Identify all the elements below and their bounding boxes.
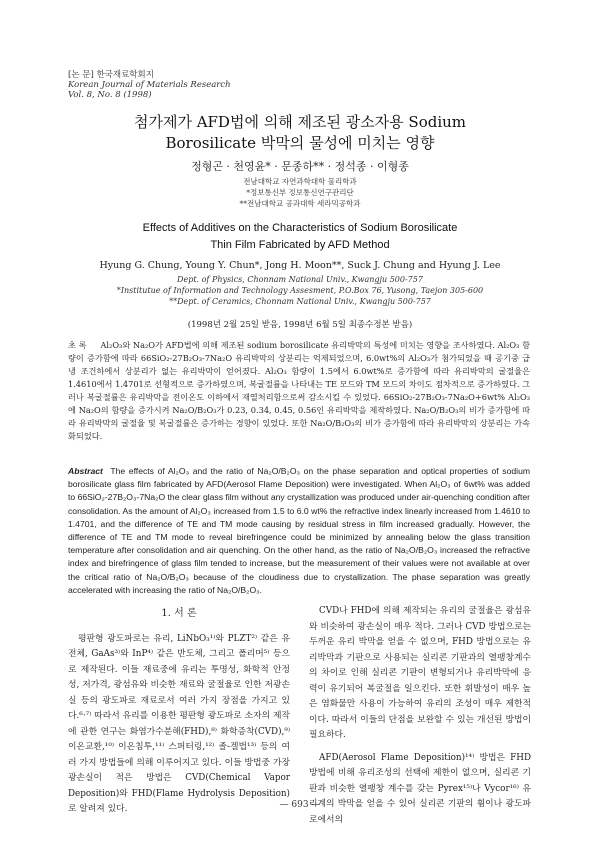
authors-korean: 정형곤 · 천영윤* · 문종하** · 정석종 · 이형종 xyxy=(191,160,409,173)
column-right xyxy=(309,604,531,828)
title-english-line1: Effects of Additives on the Characteristics of Sodium Borosilicate xyxy=(142,222,458,234)
affiliation-korean-3: **전남대학교 공과대학 세라믹공학과 xyxy=(239,199,361,208)
abstract-english xyxy=(68,465,530,597)
section-heading-introduction: 1. 서 론 xyxy=(161,608,197,619)
body-paragraph-2: CVD나 FHD에 의해 제작되는 유리의 굴절율은 광섬유와 비슷하여 광손실이 매우 적다. 그러나 CVD 방법으로는 두꺼운 유리 박막을 얻을 수 없으며, FHD 방법으로는 유리박막과 기판으로 사용되는 실리콘 기판과의 열팽창계수의 차이로 인해 실리콘 기판이 변형되거나 유리박막에 응력이 유기되어 복굴절을 일으킨다. 또한 휘발성이 매우 높은 염화물만 사용이 가능하여 유리의 조성이 매우 제한적이다. 따라서 이들의 단점을 보완할 수 있는 개선된 방법이 필요하다. xyxy=(309,606,531,740)
received-dates: (1998년 2월 25일 받음, 1998년 6월 5일 최종수정본 받음) xyxy=(187,320,413,330)
title-korean-line1: 첨가제가 AFD법에 의해 제조된 광소자용 Sodium xyxy=(133,113,467,131)
title-korean-line2: Borosilicate 박막의 물성에 미치는 영향 xyxy=(165,134,435,152)
title-korean xyxy=(0,112,600,154)
body-paragraph-3: AFD(Aerosol Flame Deposition)¹⁴⁾ 방법은 FHD 방법에 비해 유리조성의 선택에 제한이 없으며, 실리콘 기판과 비슷한 열팽창 계수를 갖는 Pyrex¹⁵⁾나 Vycor¹⁶⁾ 유리계의 박막을 얻을 수 있어 실리콘 기판의 휨이나 광도파로에서의 xyxy=(309,752,531,825)
affiliation-korean-1: 전남대학교 자연과학대학 물리학과 xyxy=(243,177,357,186)
affiliation-english-3: **Dept. of Ceramics, Chonnam National Univ., Kwangju 500-757 xyxy=(169,297,431,306)
journal-volume: Vol. 8, No. 8 (1998) xyxy=(68,90,152,100)
abstract-english-label: Abstract xyxy=(68,466,103,476)
abstract-korean xyxy=(68,339,530,443)
column-left xyxy=(68,596,290,818)
abstract-korean-label: 초 록 xyxy=(68,340,87,350)
page-number: — 693 — xyxy=(279,800,321,810)
affiliation-english-1: Dept. of Physics, Chonnam National Univ., Kwangju 500-757 xyxy=(177,275,423,284)
affiliation-korean-2: *정보통신부 정보통신연구관리단 xyxy=(246,188,354,197)
authors-english: Hyung G. Chung, Young Y. Chun*, Jong H. Moon**, Suck J. Chung and Hyung J. Lee xyxy=(99,260,501,271)
affiliations-english xyxy=(0,274,600,307)
abstract-english-text: The effects of Al₂O₃ and the ratio of Na₂O/B₂O₃ on the phase separation and optical properties of sodium borosilicate glass film fabricated by AFD(Aerosol Flame Deposition) were investigated. When Al₂O₃ of 6wt% was added to 66SiO₂-27B₂O₃-7Na₂O the clear glass film without any crystallization was produced under air-quenching condition after consolidation. As the amount of Al₂O₃ increased from 1.5 to 6.0 wt% the refractive index linearly increased from 1.4610 to 1.4701, and the difference of TE and TM mode causing by residual stress in film increased gradually. However, the difference of TE and TM mode to reveal birefringence could be minimized by annealing below the glass transition temperature after consolidation and air quenching. On the other hand, as the ratio of Na₂O/B₂O₃ increased the refractive index and birefringence of glass film tended to increase, but the measurement of their values were not available at over the critical ratio of Na₂O/B₂O₃ because of the cloudiness due to crystallization. The phase separation was greatly accelerated with increasing the ratio of Na₂O/B₂O₃. xyxy=(68,466,531,595)
journal-header xyxy=(68,70,231,100)
journal-name: Korean Journal of Materials Research xyxy=(68,80,231,90)
body-paragraph-1: 평판형 광도파로는 유리, LiNbO₃¹⁾와 PLZT²⁾ 같은 유전체, GaAs³⁾와 InP⁴⁾ 같은 반도체, 그리고 폴리머⁵⁾ 등으로 제작된다. 이들 재료중에 유리는 투명성, 화학적 안정성, 저가격, 광섬유와 비슷한 재료와 굴절율로 인한 저광손실 등의 광도파로 재료로서 여러 가지 장점을 가지고 있다.⁶·⁷⁾ 따라서 유리를 이용한 평판형 광도파로 소자의 제작에 관한 연구는 화염가수분해(FHD),⁸⁾ 화학증착(CVD),⁹⁾ 이온교환,¹⁰⁾ 이온침투,¹¹⁾ 스퍼터링,¹²⁾ 졸-겔법¹³⁾ 등의 여러 가지 방법들에 의해 이루어지고 있다. 이들 방법중 가장 광손실이 적은 방법은 CVD(Chemical Vapor Deposition)와 FHD(Flame Hydrolysis Deposition)로 알려져 있다. xyxy=(68,633,290,814)
abstract-korean-text: Al₂O₃와 Na₂O가 AFD법에 의해 제조된 sodium borosilicate 유리박막의 특성에 미치는 영향을 조사하였다. Al₂O₃ 함량이 증가함에 따라 66SiO₂-27B₂O₃-7Na₂O 유리박막의 상분리는 억제되었으며, 6.0wt%의 Al₂O₃가 첨가되었을 때 공기중 급냉 조건하에서 상분리가 없는 유리박막이 얻어졌다. Al₂O₃ 함량이 1.5에서 6.0wt%로 증가함에 따라 유리박막의 굴절율은 1.4610에서 1.4701로 선형적으로 증가하였으며, 복굴절률을 나타내는 TE 모드와 TM 모드의 차이도 점차적으로 증가하였다. 그러나 복굴절률은 유리박막을 전이온도 이하에서 재열처리함으로써 감소시킬 수 있었다. 66SiO₂-27B₂O₃-7Na₂O+6wt% Al₂O₃에 Na₂O의 함량을 증가시켜 Na₂O/B₂O₃가 0.23, 0.34, 0.45, 0.56인 유리박막을 제작하였다. Na₂O/B₂O₃의 비가 증가함에 따라 유리박막의 굴절율 및 복굴절률은 증가하는 경향이 있었다. 또한 Na₂O/B₂O₃의 비가 증가함에 따라 유리박막의 상분리는 가속화되었다. xyxy=(68,340,530,441)
title-english xyxy=(0,220,600,254)
affiliation-english-2: *Institutue of Information and Technology Assesment, P.O.Box 76, Yusong, Taejon 305-600 xyxy=(116,286,484,295)
journal-section-label: [논 문] 한국재료학회지 xyxy=(68,70,154,80)
affiliations-korean xyxy=(0,176,600,209)
title-english-line2: Thin Film Fabricated by AFD Method xyxy=(210,239,390,251)
